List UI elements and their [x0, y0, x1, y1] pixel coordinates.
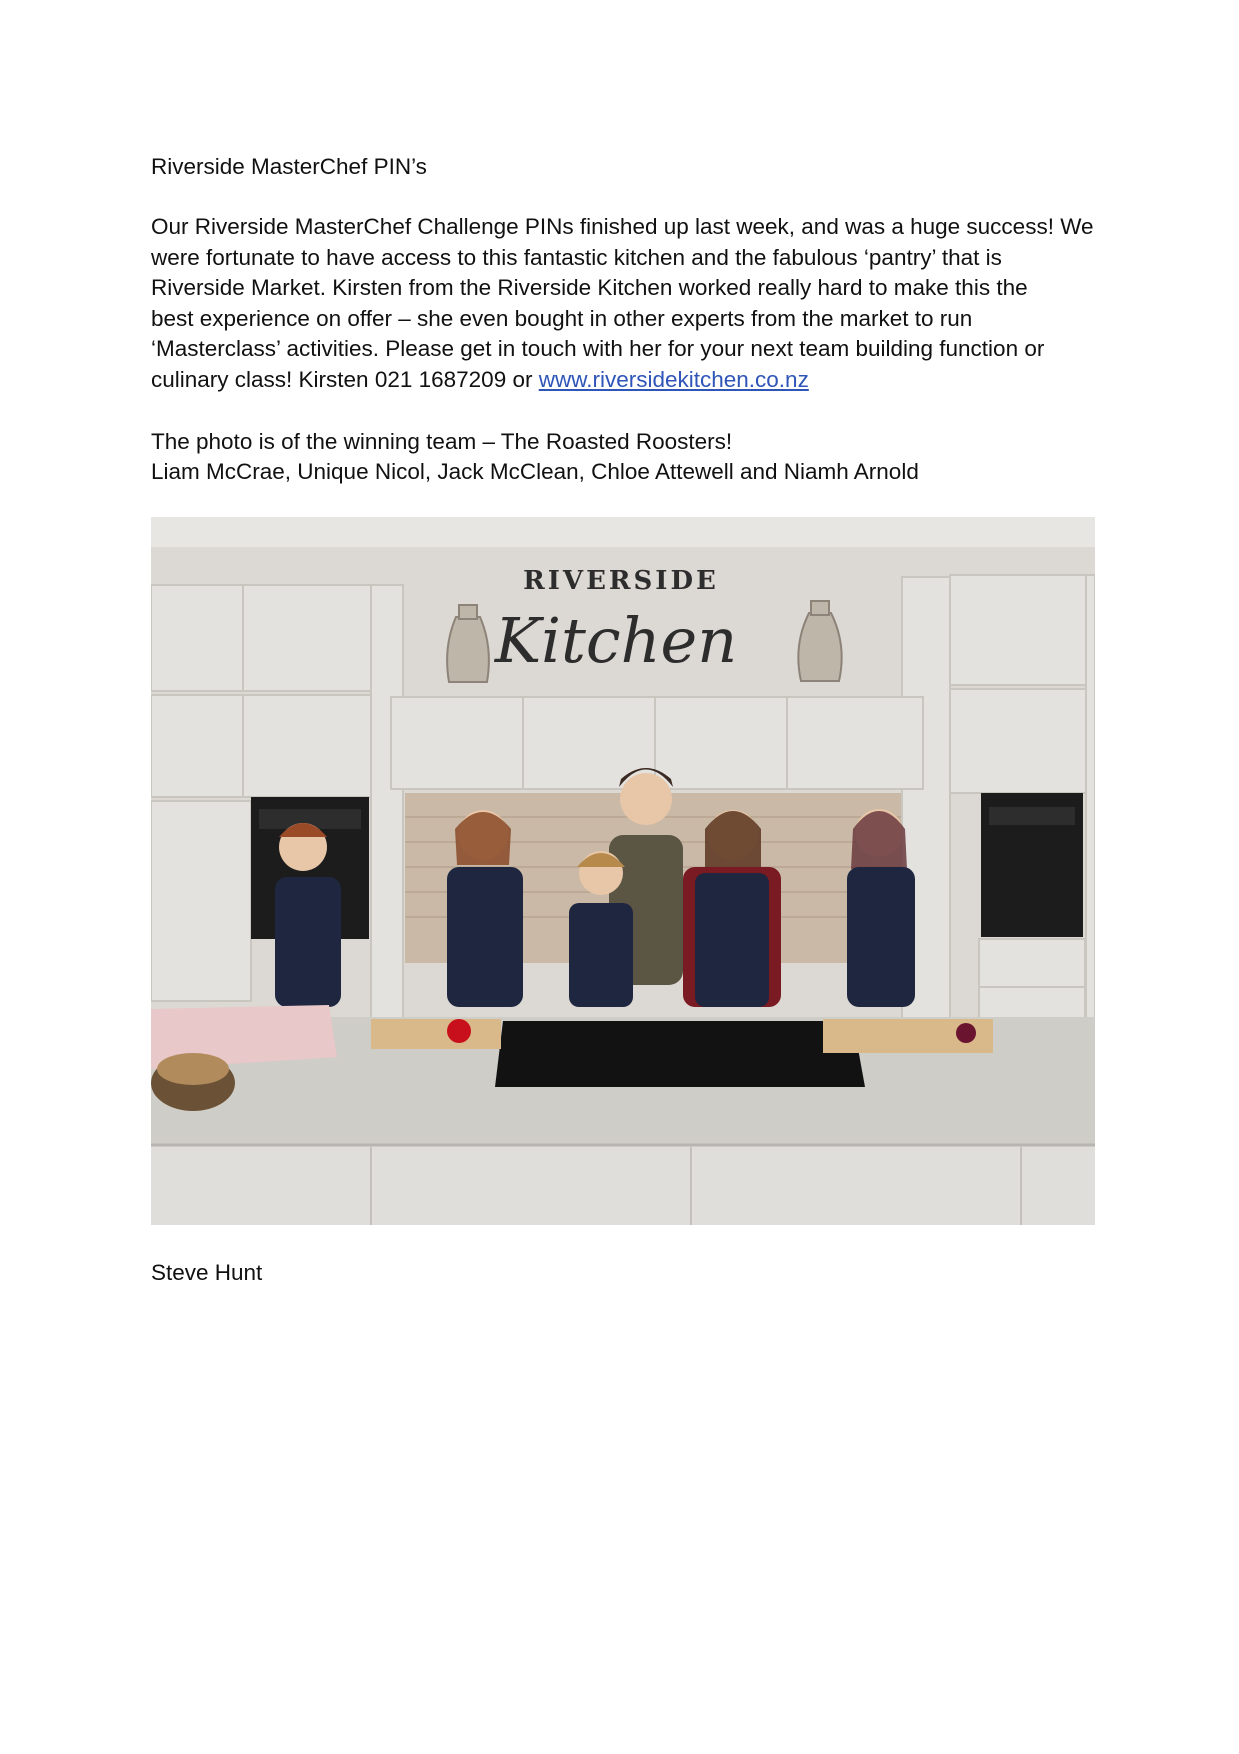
- website-link[interactable]: www.riversidekitchen.co.nz: [538, 366, 809, 392]
- paragraph-line: best experience on offer – she even bought in other experts from the market to run: [151, 305, 973, 331]
- paragraph-line: were fortunate to have access to this fantastic kitchen and the fabulous ‘pantry’ that is: [151, 244, 1002, 270]
- team-photo: [151, 517, 1095, 1225]
- paragraph-line: Riverside Market. Kirsten from the Riverside Kitchen worked really hard to make this the: [151, 275, 1028, 300]
- sign-script-text: Kitchen: [494, 604, 738, 677]
- paragraph-line: ‘Masterclass’ activities. Please get in touch with her for your next team building function or: [151, 336, 1045, 361]
- body-paragraph: [151, 212, 1101, 395]
- paragraph-line: [151, 365, 1101, 396]
- sign-top-text: RIVERSIDE: [523, 566, 719, 596]
- photo-caption: The photo is of the winning team – The Roasted Roosters!: [151, 429, 733, 454]
- author-signoff: Steve Hunt: [151, 1260, 263, 1285]
- document-title: Riverside MasterChef PIN’s: [151, 154, 427, 179]
- kitchen-photo-illustration: [151, 517, 1095, 1225]
- paragraph-line: Our Riverside MasterChef Challenge PINs finished up last week, and was a huge success! We: [151, 214, 1094, 239]
- contact-text: culinary class! Kirsten 021 1687209 or: [151, 366, 539, 392]
- team-members: Liam McCrae, Unique Nicol, Jack McClean, Chloe Attewell and Niamh Arnold: [151, 459, 919, 484]
